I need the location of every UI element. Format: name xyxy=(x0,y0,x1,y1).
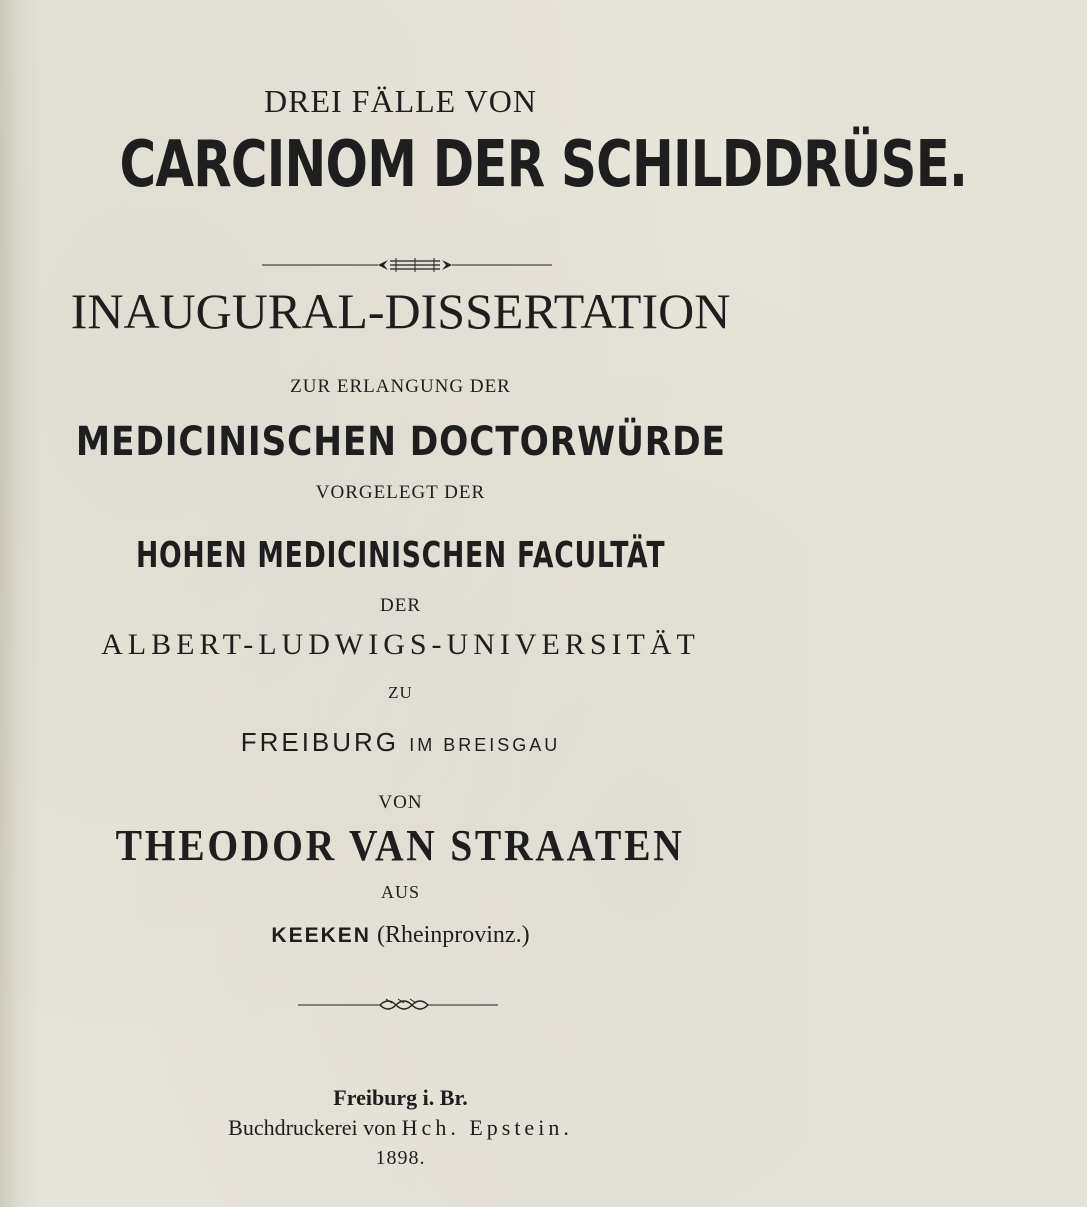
aus-line: AUS xyxy=(380,882,420,902)
publication-year: 1898. xyxy=(375,1147,426,1169)
printer-name: Hch. Epstein. xyxy=(401,1115,573,1140)
university-line: ALBERT-LUDWIGS-UNIVERSITÄT xyxy=(101,628,700,661)
author-name: THEODOR VAN STRAATEN xyxy=(116,821,685,870)
printer-prefix: Buchdruckerei von xyxy=(228,1115,397,1140)
main-title xyxy=(0,128,968,202)
von-line: VON xyxy=(378,792,423,813)
ornamental-rule-top xyxy=(0,255,801,275)
hometown-name: KEEKEN xyxy=(271,924,371,947)
main-title-text: CARCINOM DER SCHILDDRÜSE. xyxy=(119,128,968,202)
city-main: FREIBURG xyxy=(240,727,400,757)
printer-line xyxy=(0,1115,801,1141)
faculty-line xyxy=(0,534,801,576)
zur-erlangung-line: ZUR ERLANGUNG DER xyxy=(290,376,511,397)
imprint-place: Freiburg i. Br. xyxy=(333,1085,468,1110)
hometown-region: (Rheinprovinz.) xyxy=(376,922,530,948)
der-line: DER xyxy=(380,595,421,616)
zu-line: ZU xyxy=(388,683,413,702)
city-rest: IM BREISGAU xyxy=(409,735,561,755)
author-line xyxy=(0,820,801,871)
vorgelegt-line: VORGELEGT DER xyxy=(315,482,486,503)
dissertation-heading: INAUGURAL-DISSERTATION xyxy=(70,283,731,339)
city-line xyxy=(0,727,801,758)
pre-title: DREI FÄLLE VON xyxy=(264,83,537,119)
faculty-text: HOHEN MEDICINISCHEN FACULTÄT xyxy=(135,535,666,576)
degree-line xyxy=(0,418,801,465)
hometown-line xyxy=(0,922,801,949)
degree-text: MEDICINISCHEN DOCTORWÜRDE xyxy=(75,419,726,465)
ornamental-rule-bottom xyxy=(0,995,801,1015)
